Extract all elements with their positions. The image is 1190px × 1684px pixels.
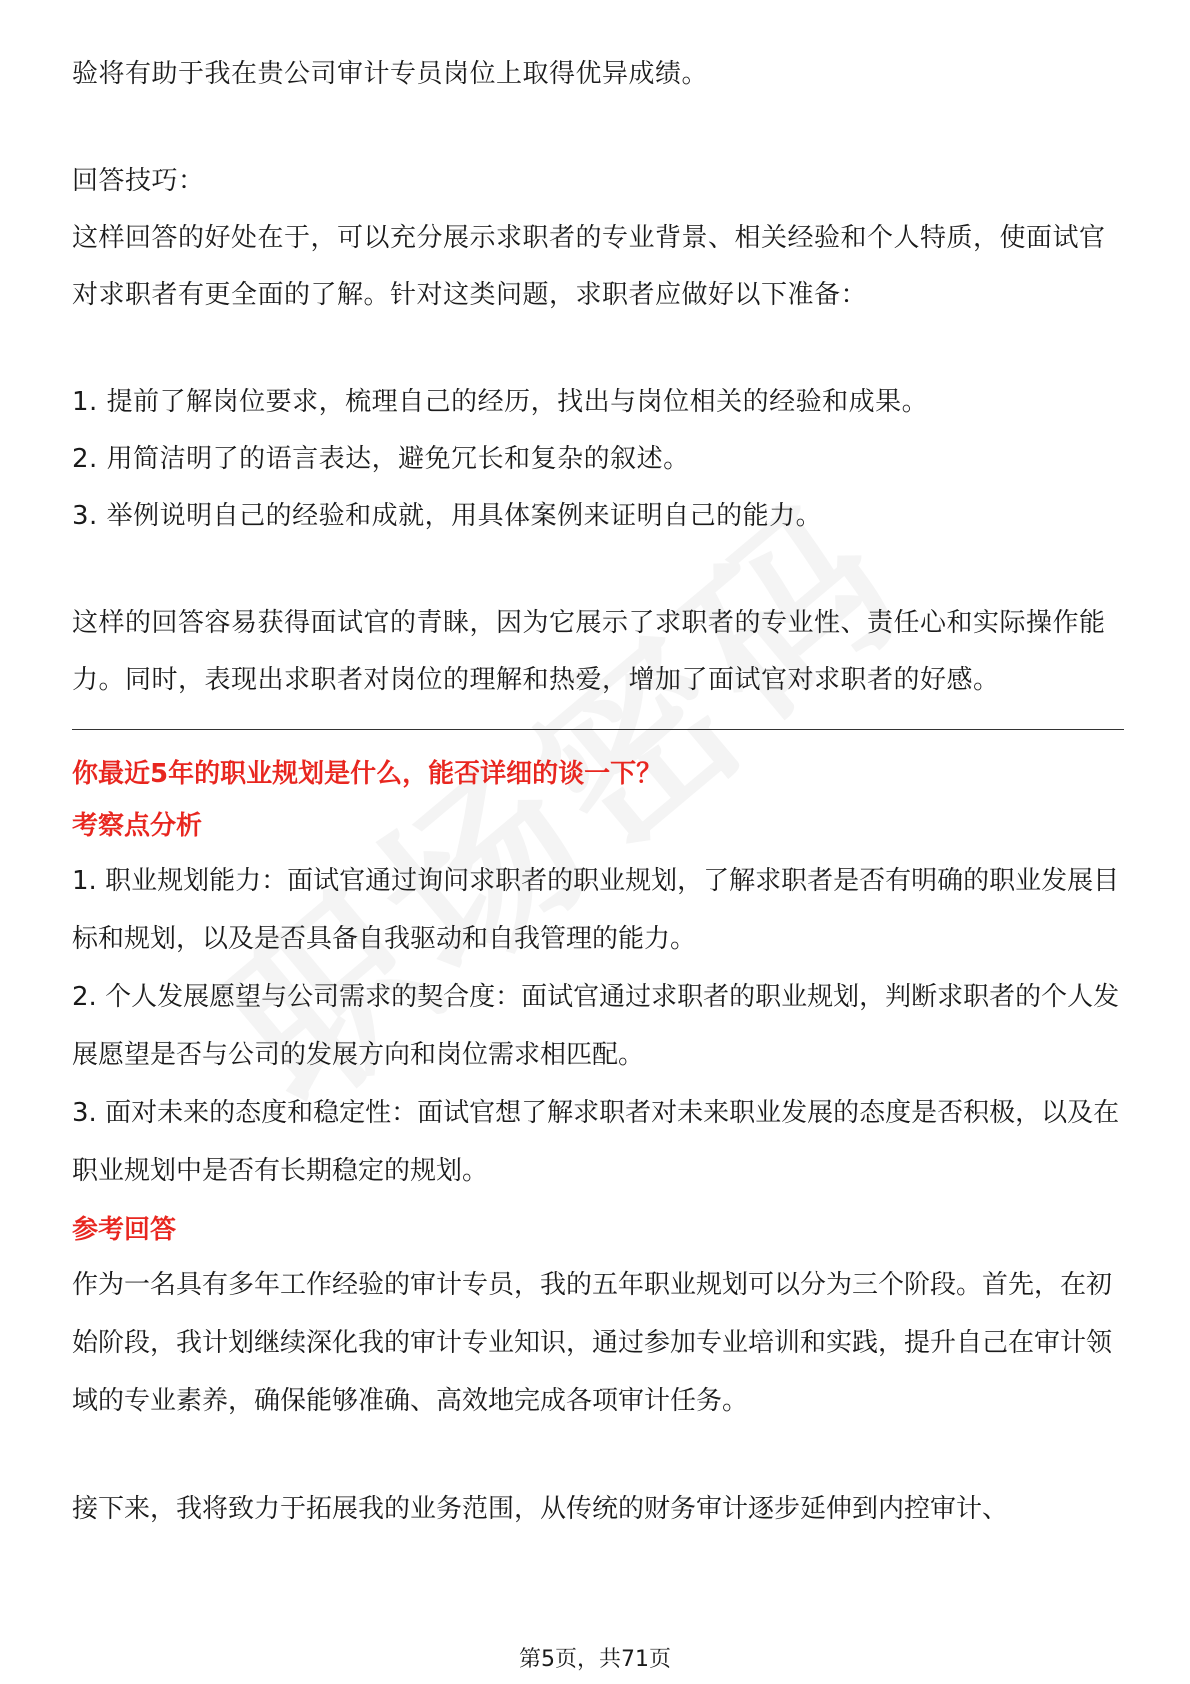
page-number-footer: 第5页，共71页 xyxy=(519,1647,671,1672)
answer-heading: 参考回答 xyxy=(72,1215,177,1245)
tips-conclusion: 这样的回答容易获得面试官的青睐，因为它展示了求职者的专业性、责任心和实际操作能力。同时，表现出求职者对岗位的理解和热爱，增加了面试官对求职者的好感。 xyxy=(72,608,1106,695)
analysis-item-3: 3. 面对未来的态度和稳定性：面试官想了解求职者对未来职业发展的态度是否积极，以及在职业规划中是否有长期稳定的规划。 xyxy=(72,1098,1120,1186)
answer-paragraph-2: 接下来，我将致力于拓展我的业务范围，从传统的财务审计逐步延伸到内控审计、 xyxy=(72,1494,1009,1524)
analysis-item-1: 1. 职业规划能力：面试官通过询问求职者的职业规划，了解求职者是否有明确的职业发展目标和规划，以及是否具备自我驱动和自我管理的能力。 xyxy=(72,866,1120,954)
intro-continuation: 验将有助于我在贵公司审计专员岗位上取得优异成绩。 xyxy=(72,59,709,89)
answer-paragraph-1: 作为一名具有多年工作经验的审计专员，我的五年职业规划可以分为三个阶段。首先，在初始阶段，我计划继续深化我的审计专业知识，通过参加专业培训和实践，提升自己在审计领域的专业素养，确保能够准确、高效地完成各项审计任务。 xyxy=(72,1270,1113,1416)
section-divider xyxy=(72,729,1124,730)
analysis-item-2: 2. 个人发展愿望与公司需求的契合度：面试官通过求职者的职业规划，判断求职者的个人发展愿望是否与公司的发展方向和岗位需求相匹配。 xyxy=(72,982,1120,1070)
tips-item-3: 3. 举例说明自己的经验和成就，用具体案例来证明自己的能力。 xyxy=(72,501,823,531)
page-content xyxy=(72,46,1124,1538)
question-title: 你最近5年的职业规划是什么，能否详细的谈一下？ xyxy=(72,759,663,789)
analysis-heading: 考察点分析 xyxy=(72,811,203,841)
tips-heading: 回答技巧： xyxy=(72,166,205,196)
tips-item-1: 1. 提前了解岗位要求，梳理自己的经历，找出与岗位相关的经验和成果。 xyxy=(72,387,929,417)
tips-paragraph: 这样回答的好处在于，可以充分展示求职者的专业背景、相关经验和个人特质，使面试官对求职者有更全面的了解。针对这类问题，求职者应做好以下准备： xyxy=(72,223,1106,310)
tips-item-2: 2. 用简洁明了的语言表达，避免冗长和复杂的叙述。 xyxy=(72,444,690,474)
